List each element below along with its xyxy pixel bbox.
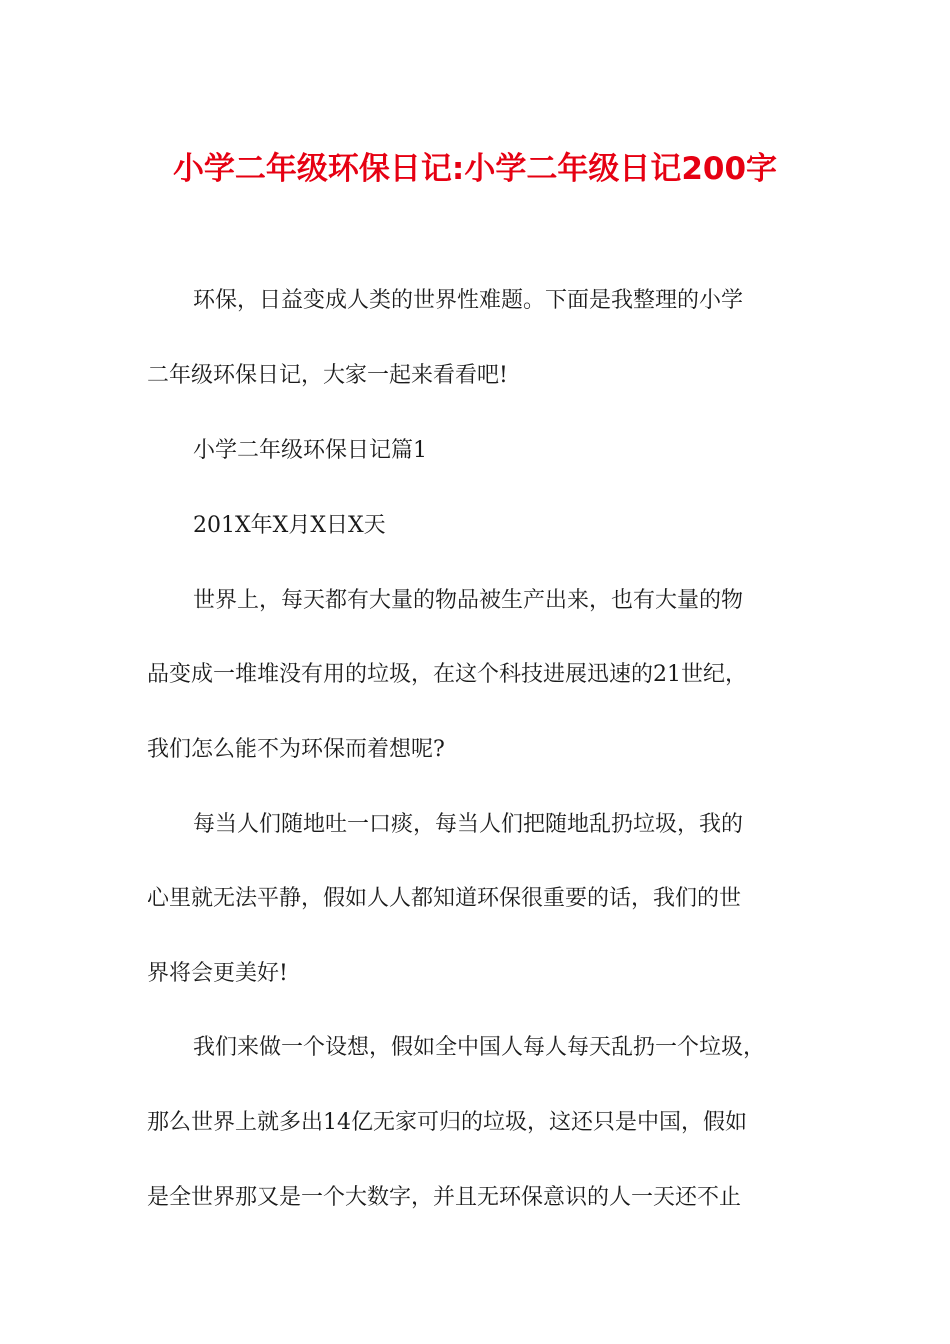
document-title: 小学二年级环保日记:小学二年级日记200字 [172, 151, 778, 187]
paragraph-line: 环保，日益变成人类的世界性难题。下面是我整理的小学 [193, 288, 744, 313]
paragraph-line: 是全世界那又是一个大数字，并且无环保意识的人一天还不止 [147, 1185, 742, 1210]
paragraph-line: 界将会更美好! [147, 961, 288, 986]
diary-date: 201X年X月X日X天 [193, 513, 386, 538]
paragraph-line: 那么世界上就多出14亿无家可归的垃圾，这还只是中国，假如 [147, 1110, 747, 1135]
section-heading: 小学二年级环保日记篇1 [193, 438, 427, 463]
paragraph-line: 世界上，每天都有大量的物品被生产出来，也有大量的物 [193, 588, 744, 613]
paragraph-line: 二年级环保日记，大家一起来看看吧! [147, 363, 508, 388]
paragraph-line: 心里就无法平静，假如人人都知道环保很重要的话，我们的世 [147, 886, 742, 911]
paragraph-line: 每当人们随地吐一口痰，每当人们把随地乱扔垃圾，我的 [193, 812, 744, 837]
paragraph-line: 我们怎么能不为环保而着想呢? [147, 737, 445, 762]
paragraph-line: 品变成一堆堆没有用的垃圾，在这个科技进展迅速的21世纪， [147, 662, 747, 687]
paragraph-line: 我们来做一个设想，假如全中国人每人每天乱扔一个垃圾， [193, 1035, 766, 1060]
